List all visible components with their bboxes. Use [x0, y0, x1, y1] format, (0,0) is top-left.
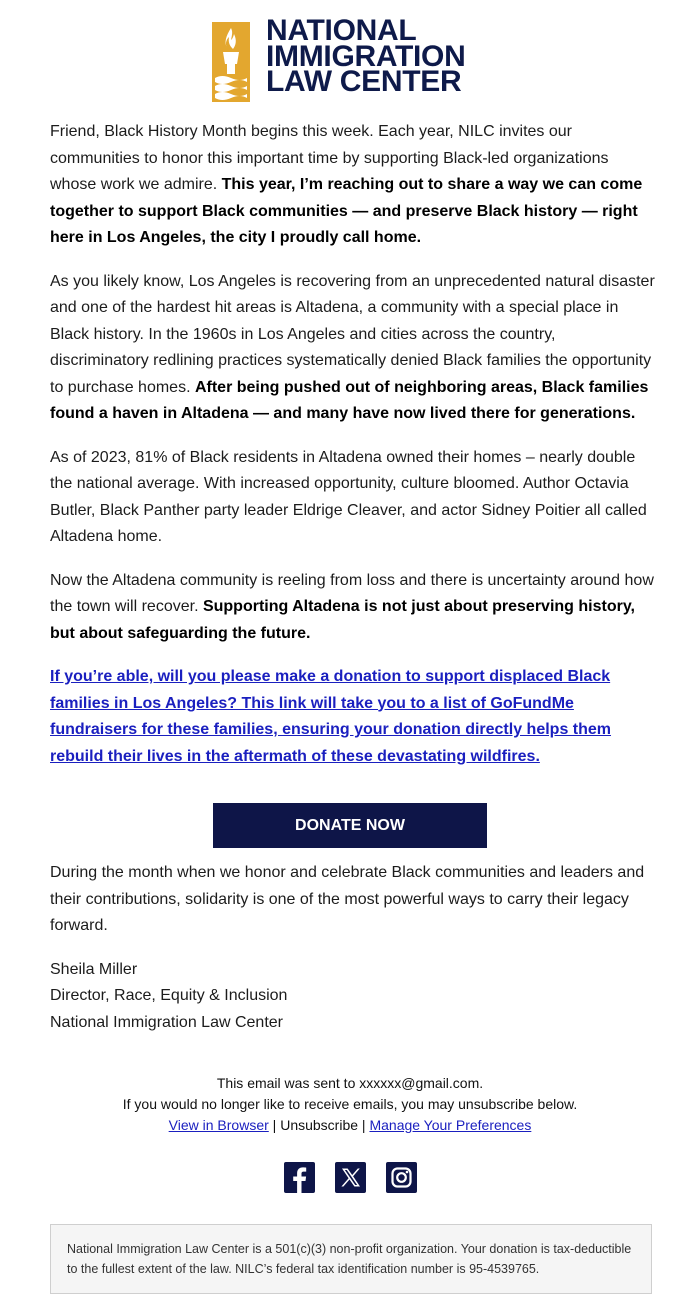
donate-container — [213, 803, 487, 848]
signature-org: National Immigration Law Center — [50, 1013, 283, 1031]
sent-to-notice: This email was sent to xxxxxx@gmail.com. — [216, 1075, 484, 1091]
history-emphasis: After being pushed out of neighboring areas, Black families found a haven in Altadena — and many have now lived there for generations. — [50, 378, 649, 422]
logo-line-2: IMMIGRATION — [266, 39, 466, 73]
donate-now-button[interactable]: DONATE NOW — [213, 803, 487, 848]
paragraph-homeownership: As of 2023, 81% of Black residents in Altadena owned their homes – nearly double the national average. With increased opportunity, culture bloomed. Author Octavia Butler, Black Panther party leader Eldrige Cleaver, and actor Sidney Poitier all called Altadena home. — [50, 448, 647, 545]
intro-emphasis: This year, I’m reaching out to share a way we can come together to support Black communities — and preserve Black history — right here in Los Angeles, the city I proudly call home. — [50, 176, 643, 246]
logo-line-3: LAW CENTER — [266, 65, 462, 98]
donation-ask-link[interactable]: If you’re able, will you please make a donation to support displaced Black families in Los Angeles? This link will take you to a list of GoFundMe fundraisers for these families, ensuring your donation directly helps them rebuild their lives in the aftermath of these devastating wildfires. — [50, 668, 612, 765]
legal-disclaimer: National Immigration Law Center is a 501(c)(3) non-profit organization. Your donation is tax-deductible to the fullest extent of the law. NILC’s federal tax identification number is 95-4539765. — [50, 1224, 652, 1294]
message-content — [50, 119, 656, 787]
paragraph-donation-ask — [50, 664, 656, 770]
view-in-browser-link[interactable]: View in Browser — [168, 1117, 269, 1133]
paragraph-recovery — [50, 568, 656, 648]
signature-name: Sheila Miller — [50, 960, 138, 978]
manage-preferences-link[interactable]: Manage Your Preferences — [369, 1117, 532, 1133]
nilc-logo[interactable] — [212, 14, 466, 102]
footer-links — [0, 1115, 700, 1136]
facebook-icon[interactable] — [284, 1162, 315, 1193]
history-text: As you likely know, Los Angeles is recovering from an unprecedented natural disaster and one of the hardest hit areas is Altadena, a community with a special place in Black history. In the 1960s in Los Angeles and cities across the country, discriminatory redlining practices systematically denied Black families the opportunity to purchase homes. — [50, 272, 655, 396]
unsubscribe-notice: If you would no longer like to receive emails, you may unsubscribe below. — [122, 1096, 578, 1112]
torch-icon — [212, 22, 250, 102]
signature-block — [50, 957, 656, 1037]
x-icon[interactable] — [335, 1162, 366, 1193]
unsubscribe-link[interactable]: Unsubscribe — [280, 1117, 359, 1133]
footer-separator-2: | — [358, 1117, 370, 1133]
instagram-icon[interactable] — [386, 1162, 417, 1193]
closing-content — [50, 860, 656, 1036]
footer-separator-1: | — [268, 1117, 281, 1133]
logo-wordmark — [266, 14, 466, 98]
social-links — [284, 1162, 417, 1193]
paragraph-solidarity: During the month when we honor and celebrate Black communities and leaders and their contributions, solidarity is one of the most powerful ways to carry their legacy forward. — [50, 864, 645, 934]
paragraph-altadena-history — [50, 269, 656, 428]
paragraph-intro — [50, 119, 656, 252]
recovery-emphasis: Supporting Altadena is not just about preserving history, but about safeguarding the future. — [50, 598, 635, 642]
signature-title: Director, Race, Equity & Inclusion — [50, 987, 288, 1004]
intro-text: Friend, Black History Month begins this week. Each year, NILC invites our communities to honor this important time by supporting Black-led organizations whose work we admire. — [50, 123, 609, 193]
logo-line-1: NATIONAL — [266, 14, 417, 47]
email-footer — [0, 1073, 700, 1136]
recovery-text: Now the Altadena community is reeling from loss and there is uncertainty around how the town will recover. — [50, 571, 654, 615]
